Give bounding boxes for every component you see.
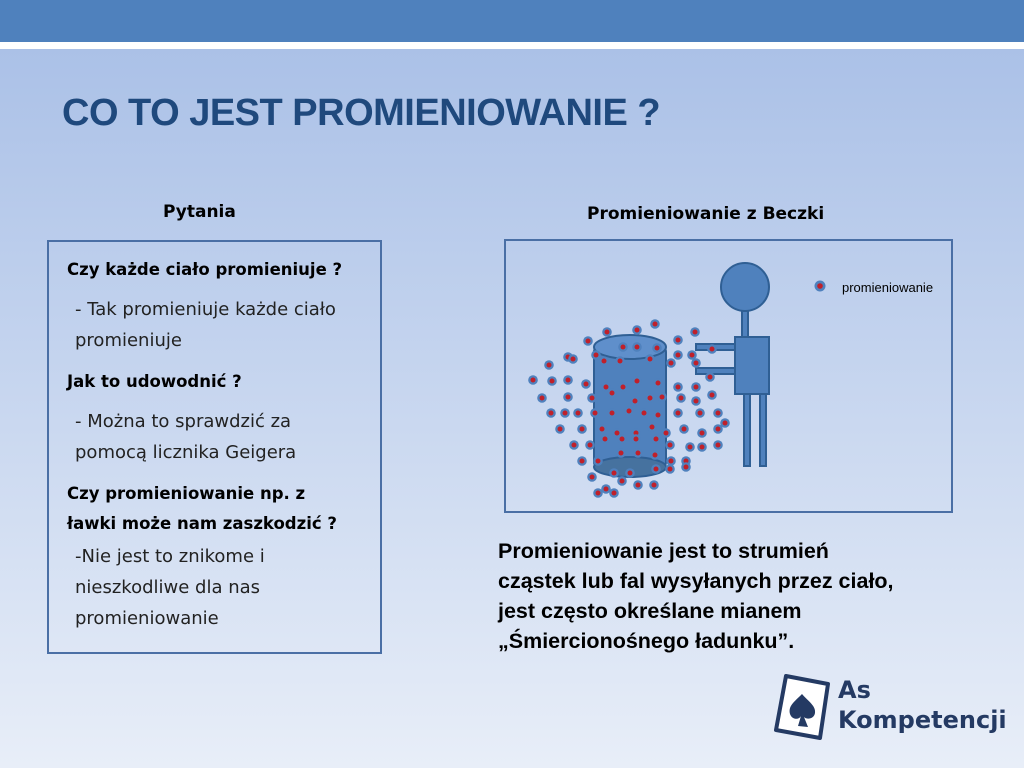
particle-core: [634, 437, 639, 442]
definition-line-2: cząstek lub fal wysyłanych przez ciało,: [498, 569, 894, 593]
particle-core: [676, 338, 681, 343]
particle-core: [676, 353, 681, 358]
questions-heading: Pytania: [163, 202, 236, 222]
answer-2: [75, 406, 296, 468]
header-divider: [0, 42, 1024, 49]
particle-core: [698, 411, 703, 416]
answer-2-line-2: pomocą licznika Geigera: [75, 442, 297, 463]
particle-core: [710, 347, 715, 352]
definition-line-1: Promieniowanie jest to strumień: [498, 539, 829, 563]
particle-core: [676, 411, 681, 416]
legend-label: promieniowanie: [842, 280, 934, 295]
question-1: [67, 255, 342, 285]
particle-core: [690, 353, 695, 358]
particle-core: [621, 345, 626, 350]
radiation-definition: [498, 536, 998, 656]
particle-core: [580, 459, 585, 464]
particle-core: [596, 491, 601, 496]
particle-core: [590, 396, 595, 401]
particle-core: [679, 396, 684, 401]
particle-core: [571, 357, 576, 362]
particle-core: [604, 385, 609, 390]
question-3-line-1: Czy promieniowanie np. z: [67, 484, 306, 503]
question-1-line-1: Czy każde ciało promieniuje ?: [67, 260, 343, 279]
question-2: [67, 367, 242, 397]
particle-core: [668, 443, 673, 448]
particle-core: [610, 391, 615, 396]
particle-core: [633, 399, 638, 404]
particle-core: [652, 483, 657, 488]
answer-1: [75, 294, 336, 356]
particle-core: [654, 467, 659, 472]
particle-core: [620, 437, 625, 442]
particle-core: [604, 487, 609, 492]
particle-core: [620, 479, 625, 484]
particle-core: [648, 357, 653, 362]
particle-core: [710, 393, 715, 398]
particle-core: [628, 471, 633, 476]
particle-core: [627, 409, 632, 414]
particle-core: [723, 421, 728, 426]
particle-core: [615, 431, 620, 436]
particle-core: [653, 453, 658, 458]
particle-core: [558, 427, 563, 432]
header-band: [0, 0, 1024, 42]
particle-core: [572, 443, 577, 448]
definition-line-4: „Śmiercionośnego ładunku”.: [498, 629, 795, 653]
particle-core: [612, 491, 617, 496]
answer-1-line-1: - Tak promieniuje każde ciało: [75, 299, 336, 320]
particle-core: [716, 443, 721, 448]
particle-core: [700, 445, 705, 450]
particle-core: [694, 399, 699, 404]
particle-core: [635, 345, 640, 350]
slide-title: CO TO JEST PROMIENIOWANIE ?: [62, 92, 661, 134]
particle-core: [635, 379, 640, 384]
particle-core: [610, 411, 615, 416]
diagram-heading: Promieniowanie z Beczki: [587, 204, 825, 224]
particle-core: [590, 475, 595, 480]
particle-core: [669, 361, 674, 366]
answer-1-line-2: promieniuje: [75, 330, 182, 351]
question-3: [67, 479, 337, 539]
answer-2-line-1: - Można to sprawdzić za: [75, 411, 292, 432]
particle-core: [549, 411, 554, 416]
particle-core: [593, 411, 598, 416]
particle-core: [648, 396, 653, 401]
particle-core: [618, 359, 623, 364]
question-3-line-2: ławki może nam zaszkodzić ?: [67, 514, 337, 533]
particle-core: [566, 395, 571, 400]
particle-core: [621, 385, 626, 390]
spade-card-icon: [770, 670, 834, 742]
particle-core: [655, 346, 660, 351]
particle-core: [682, 427, 687, 432]
particle-core: [636, 483, 641, 488]
particle-core: [684, 465, 689, 470]
diagram-canvas: [506, 241, 951, 511]
particle-core: [676, 385, 681, 390]
definition-line-3: jest często określane mianem: [498, 599, 802, 623]
particle-core: [594, 353, 599, 358]
particle-core: [547, 363, 552, 368]
particle-core: [694, 385, 699, 390]
particle-core: [708, 375, 713, 380]
person-icon: [696, 263, 769, 466]
particle-core: [660, 395, 665, 400]
particle-core: [653, 322, 658, 327]
logo-text-line-2: Kompetencji: [838, 706, 1007, 734]
particle-core: [700, 431, 705, 436]
particle-core: [688, 445, 693, 450]
radiation-diagram: [504, 239, 953, 513]
particle-core: [596, 459, 601, 464]
particle-core: [635, 328, 640, 333]
answer-3-line-2: nieszkodliwe dla nas: [75, 577, 261, 598]
particle-core: [716, 411, 721, 416]
particle-core: [588, 443, 593, 448]
particle-core: [694, 361, 699, 366]
answer-3-line-3: promieniowanie: [75, 608, 219, 629]
particle-core: [603, 437, 608, 442]
particle-core: [531, 378, 536, 383]
particle-core: [602, 359, 607, 364]
particle-core: [656, 381, 661, 386]
particle-core: [580, 427, 585, 432]
legend: [815, 280, 934, 295]
question-2-line-1: Jak to udowodnić ?: [67, 372, 242, 391]
answer-3: [75, 541, 265, 634]
particle-core: [566, 378, 571, 383]
particle-core: [605, 330, 610, 335]
particle-core: [636, 451, 641, 456]
particle-core: [716, 427, 721, 432]
particle-core: [586, 339, 591, 344]
particle-core: [600, 427, 605, 432]
answer-3-line-1: -Nie jest to znikome i: [75, 546, 265, 567]
particle-core: [668, 467, 673, 472]
particle-core: [654, 437, 659, 442]
particle-core: [540, 396, 545, 401]
particle-core: [693, 330, 698, 335]
particle-core: [642, 411, 647, 416]
particle-core: [584, 382, 589, 387]
particle-core: [619, 451, 624, 456]
particle-core: [656, 413, 661, 418]
particle-core: [669, 459, 674, 464]
particle-core: [576, 411, 581, 416]
logo-text-line-1: As: [838, 676, 871, 704]
particle-core: [664, 431, 669, 436]
particle-core: [612, 471, 617, 476]
particle-core: [563, 411, 568, 416]
particle-core: [650, 425, 655, 430]
particle-core: [550, 379, 555, 384]
